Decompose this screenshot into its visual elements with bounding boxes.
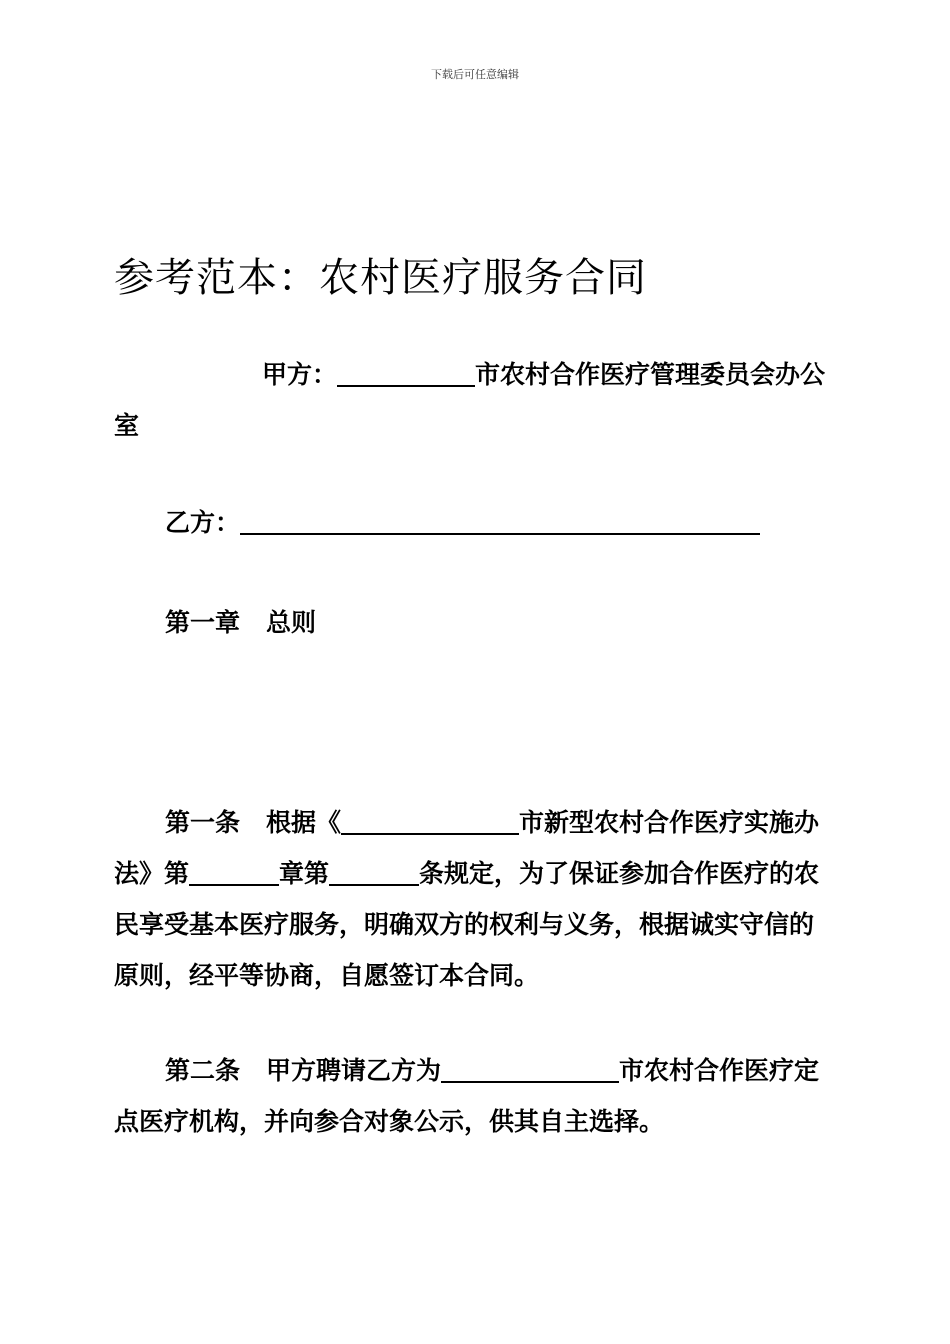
header-note: 下载后可任意编辑 xyxy=(431,68,519,81)
article-1-text-2: 市新型农村合作医疗实施办法》第 xyxy=(114,808,820,888)
article-1-blank-city xyxy=(341,808,519,835)
article-1-number: 第一条 xyxy=(165,808,241,837)
article-1-text-1: 根据《 xyxy=(266,808,342,837)
party-a-blank xyxy=(337,360,475,387)
article-2 xyxy=(114,1045,836,1147)
party-a-line xyxy=(114,349,836,451)
article-2-blank-city xyxy=(441,1056,619,1083)
party-b-line xyxy=(114,497,836,548)
chapter-name: 总则 xyxy=(266,608,317,637)
article-2-text-1: 甲方聘请乙方为 xyxy=(266,1056,442,1085)
party-a-text: 市农村合作医疗管理委员会办公室 xyxy=(114,360,826,440)
article-2-number: 第二条 xyxy=(165,1056,241,1085)
article-1-blank-chapter xyxy=(189,859,279,886)
party-a-label: 甲方： xyxy=(262,360,338,389)
article-1-blank-article xyxy=(329,859,419,886)
document-title: 参考范本：农村医疗服务合同 xyxy=(114,255,647,301)
article-1-text-4: 条规定，为了保证参加合作医疗的农民享受基本医疗服务，明确双方的权利与义务，根据诚实守信的原则，经平等协商，自愿签订本合同。 xyxy=(114,859,820,990)
article-2-text-2: 市农村合作医疗定点医疗机构，并向参合对象公示，供其自主选择。 xyxy=(114,1056,820,1136)
chapter-heading xyxy=(114,597,836,648)
chapter-number: 第一章 xyxy=(165,608,241,637)
party-b-label: 乙方： xyxy=(165,508,241,537)
article-1-text-3: 章第 xyxy=(279,859,330,888)
article-1 xyxy=(114,797,836,1001)
party-b-blank xyxy=(240,508,760,535)
